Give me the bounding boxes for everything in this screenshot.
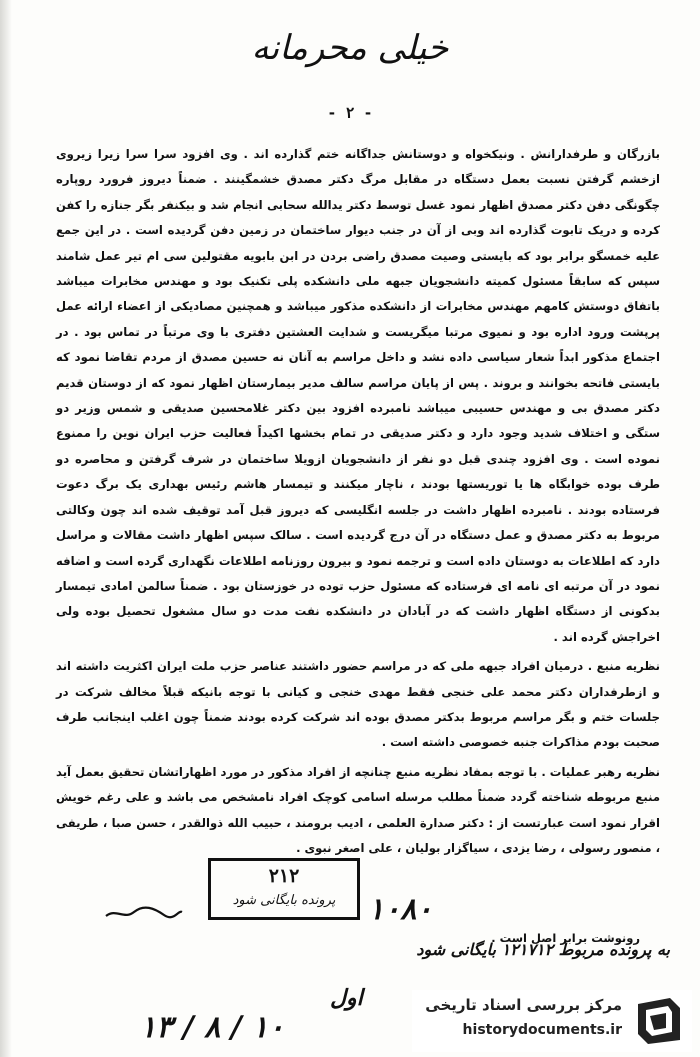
stamp-text: پرونده بایگانی شود [232, 893, 336, 908]
classification-heading: خیلی محرمانه [251, 28, 449, 68]
handwritten-note: به پرونده مربوط ۱۲۱۷۱۲ بایگانی شود [416, 940, 670, 959]
scan-edge-shadow [0, 0, 12, 1057]
page-number: - ۲ - [327, 104, 373, 122]
handwritten-number: ۱۰۸۰ [368, 892, 433, 927]
handwritten-signature: اول [330, 985, 363, 1011]
report-paragraph-2: نظریه منبع . درمیان افراد جبهه ملی که در مراسم حضور داشتند عناصر حزب ملت ایران اکثریت داشته اند و ازطرفداران دکتر محمد علی خنجی فقط مهدی خنجی و کیانی با توجه بانیکه قبلاً مخالف شرکت در جلسات ختم و بگر مراسم مربوط بدکتر مصدق بوده اند شرکت کرده بودند ضمناً چون اغلب اینجانب طرف صحبت بودم مذاکرات جنبه خصوصی داشته است . [56, 659, 660, 750]
report-body [56, 142, 660, 865]
watermark-title: مرکز بررسی اسناد تاریخی [425, 996, 622, 1014]
report-paragraph-3: نظریه رهبر عملیات . با توجه بمفاد نظریه منبع چنانچه از افراد مذکور در مورد اظهاراتشان تحقیق بعمل آید منبع مربوطه شناخته گردد ضمناً مطلب مرسله اسامی کوچک افراد نامشخص می باشد و علی رغم خویش اقرار نمود است عبارتست از : دکتر صدارة العلمی ، ادیب برومند ، حبیب الله ذوالقدر ، حسن صبا ، طریفی ، منصور رسولی ، رضا یزدی ، سیاگزار بولیان ، علی اصغر نبوی . [56, 764, 660, 855]
watermark-url: historydocuments.ir [462, 1022, 622, 1038]
handwritten-date: ۱۳ / ۸ / ۱۰ [140, 1010, 285, 1045]
watermark [412, 990, 692, 1052]
true-copy-line: رونوشت برابر اصل است . [491, 931, 640, 945]
archive-logo-icon [630, 994, 686, 1048]
archive-stamp [208, 858, 360, 920]
stamp-number: ۲۱۲ [268, 865, 300, 887]
handwritten-scribble-icon [104, 906, 184, 920]
report-paragraph-1: بازرگان و طرفدارانش . ونیکخواه و دوستانش جداگانه ختم گذارده اند . وی افزود سرا سرا زیرا زیروی ازخشم گرفتن نسبت بعمل دستگاه در مقابل مرگ دکتر مصدق خشمگینند . ضمناً دیروز فرورد روپاره چگونگی دفن دکتر مصدق اظهار نمود غسل توسط دکتر یدالله سحابی انجام شد و بیکنفر بگر جنازه را کفن کرده و دریک تابوت گذارده اند وبی از آن در جنب دیوار ساختمان در زمین دفن گردیده است . در این جمع علیه خمسگو برابر بود که بایستی وصیت مصدق راضی بردن در ابن بابویه مقتولین سی ام تیر عمل شامند سپس که سابقاً مسئول کمیته دانشجویان جبهه ملی دانشکده پلی تکنیک بود و مهندس مخابرات میباشد باتفاق دوستش کامهم مهندس مخابرات از دانشکده مذکور میباشد و همچنین مصادیکی از اعضاء ارائه عمل پرپشت ورود اداره بود و نمیوی مرتبا میگریست و شدایت العشتین دفتری با وی مرتباً در تماس بود . در اجتماع مذکور ابداً شعار سیاسی داده نشد و داخل مراسم به آنان نه حسین مصدق از مردم تقاضا نمود که بایستی فاتحه بخوانند و بروند . پس از پایان مراسم سالف مدیر بیمارستان اظهار نمود که از دوستان قدیم دکتر مصدق بی و مهندس حسیبی میباشد نامبرده افزود بین دکتر غلامحسین صدیقی و شمس وزیر دو ستگی و اختلاف شدید وجود دارد و دکتر صدیقی در تمام بخشها اکیداً فعالیت حزب ایران نوین را ممنوع نموده است . وی افزود چندی قبل دو نفر از دانشجویان ازویلا ساختمان در شرف گرفتن و محاصره دو طرف بوده خوابگاه ها یا توریستها بودند ، ناچار میکنند و تیمسار هاشم رئیس بهداری یک برگ دعوت فرستاده بودند . نامبرده اظهار داشت در جلسه انگلیسی که دیروز قبل آمد توقیف شده اند چون وکالتی مربوط به دکتر مصدق و عمل دستگاه در آن درج گردیده است . سالک سپس اظهار داشت مقالات و مراسل دارد که اطلاعات به دوستان داده است و ترجمه نمود و بیرون روزنامه اطلاعات نگهداری گرده است و اضافه نمود در آن مرتبه ای نامه ای فرستاده که مسئول حزب توده در خوزستان بود . ضمناً سالمن امادی تیمسار بدکونی از دستگاه اظهار داشت که در آبادان در دانشکده نفت مدت دو سال مشغول تحصیل بوده ولی اخراجش گرده اند . [56, 147, 660, 644]
